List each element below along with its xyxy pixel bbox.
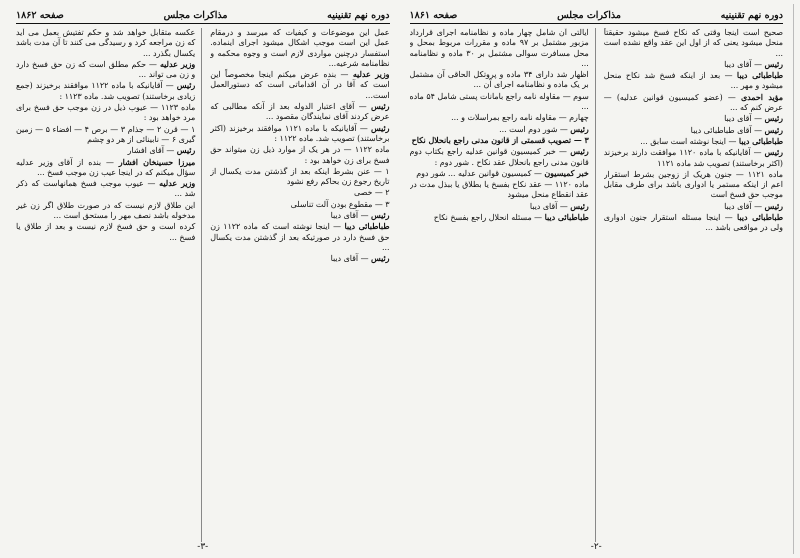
paragraph: صحیح است اینجا وقتی که نکاح فسخ میشود حقیقتاً منحل میشود یعنی که از اول این عقد واقع نشده است ... — [603, 28, 783, 58]
paragraph: ماده ۱۱۲۰ — عقد نکاح بفسخ یا بطلاق یا ببذل مدت در عقد انقطاع منحل میشود — [409, 180, 589, 200]
paragraph: رئیس — آقای افشار — [127, 146, 196, 156]
paragraph: رئیس — آقایانیکه با ماده ۱۱۲۱ موافقند برخیزند (اکثر برخاستند) تصویب شد. ماده ۱۱۲۲ : — [210, 123, 390, 143]
paragraph: ایالتی آن شامل چهار ماده و نظامنامه اجرای قرارداد مزبور مشتمل بر ۹۷ ماده و مقررات مربوط بمحل و محل مسافرت سوالی مشتمل بر ۳۰ ماده و نظامنامه ... — [409, 28, 589, 68]
left-page — [6, 4, 400, 554]
paragraph: طباطبائی دیبا — اینجا نوشته است سابق ... — [640, 136, 783, 146]
paragraph: رئیس — آقای دیبا — [330, 254, 390, 264]
paragraph: وزیر عدلیه — عیوب موجب فسخ همانهاست که ذکر شد ... — [16, 179, 196, 199]
paragraph: رئیس — آقای اعتبار الدوله بعد از آنکه مطالبی که عرض کردند آقای نمایندگان مقصود ... — [210, 102, 390, 122]
paragraph: رئیس — آقای دیبا — [724, 59, 783, 69]
paragraph: اظهار شد دارای ۳۴ ماده و پروتکل الحاقی آن مشتمل بر یک ماده و نظامنامه اجرای آن ... — [409, 70, 589, 90]
paragraph: رئیس — آقایانیکه با ماده ۱۱۲۲ موافقند برخیزند (جمع زیادی برخاستند) تصویب شد. ماده ۱۱۲۳ : — [16, 81, 196, 101]
paragraph: رئیس — آقای دیبا — [724, 114, 783, 124]
paragraph: رئیس — شور دوم است ... — [499, 124, 589, 134]
paragraph: رئیس — آقای طباطبائی دیبا — [690, 125, 783, 135]
left-header-page-number: صفحه ۱۸۶۲ — [16, 10, 64, 21]
left-page-columns — [16, 28, 390, 542]
paragraph: ماده ۱۱۲۲ — در هر یک از موارد ذیل زن میتواند حق فسخ برای زن خواهد بود : — [210, 145, 390, 165]
paragraph: رئیس — آقای دیبا — [330, 211, 390, 221]
paragraph: میرزا حسینخان افشار — بنده از آقای وزیر عدلیه سؤال میکنم که در اینجا عیب زن موجب فسخ ... — [16, 157, 196, 177]
right-page-columns — [410, 28, 784, 542]
paragraph: این طلاق لازم نیست که در صورت طلاق اگر زن غیر مدخوله باشد نصف مهر را مستحق است ... — [16, 200, 196, 221]
paragraph: ماده ۱۱۲۳ — عیوب ذیل در زن موجب حق فسخ برای مرد خواهد بود : — [16, 103, 196, 123]
right-header-page-number: صفحه ۱۸۶۱ — [409, 10, 458, 21]
paragraph: عمل این موضوعات و کیفیات که میرسد و درمقام عمل این است موجب اشکال میشود اجرای اینماده. استفسار درچنین مواردی لازم است و وجوه محکمه و نظامنامه شرعیه... — [210, 28, 390, 68]
right-header-series: دوره نهم تقنينيه — [720, 10, 783, 21]
paragraph: چهارم — مقاوله نامه راجع بمراسلات و ... — [451, 113, 589, 123]
paragraph: ۳ — تصویب قسمتی از قانون مدنی راجع بانحلال نکاح — [411, 135, 589, 145]
right-header-title: مذاكرات مجلس — [557, 10, 621, 21]
paragraph: طباطبائی دیبا — اینجا نوشته است که ماده ۱۱۲۲ زن حق فسخ دارد در صورتیکه بعد از گذشتن مدت یکسال ... — [210, 222, 390, 252]
right-page-header — [410, 10, 784, 24]
paragraph: وزیر عدلیه — بنده عرض میکنم اینجا مخصوصاً این است که آقا در آن اقداماتی است که دستورالعمل است... — [210, 70, 390, 100]
paragraph: وزیر عدلیه — حکم مطلق است که زن حق فسخ دارد و زن می تواند ... — [16, 59, 196, 80]
paragraph: کرده است و حق فسخ لازم نیست و بعد از طلاق یا فسخ ... — [16, 222, 196, 242]
left-page-column-right — [210, 28, 389, 542]
paragraph: عکسه متقابل خواهد شد و حکم تفتیش بعمل می آید که زن مراجعه کرد و رسیدگی می کنند تا آن مدت باشد یکسال بگذرد ... — [16, 28, 196, 58]
paragraph: سوم — مقاوله نامه راجع بامانات پستی شامل ۵۴ ماده ... — [409, 91, 589, 112]
left-header-series: دوره نهم تقنينيه — [327, 10, 390, 21]
right-page — [400, 4, 795, 554]
paragraph: طباطبائی دیبا — بعد از اینکه فسخ شد نکاح منحل میشود و مهر ... — [603, 71, 783, 91]
right-page-footer: -۲- — [590, 542, 602, 552]
left-page-header — [16, 10, 390, 24]
paragraph: رئیس — آقایانیکه با ماده ۱۱۲۰ موافقت دارند برخیزند (اکثر برخاستند) تصویب شد ماده ۱۱۲۱ — [603, 148, 783, 168]
right-page-column-right — [604, 28, 783, 542]
book-spread — [6, 4, 794, 554]
paragraph: ماده ۱۱۲۱ — جنون هریک از زوجین بشرط استقرار اعم از اینکه مستمر یا ادواری باشد برای طرف مقابل موجب حق فسخ است — [603, 169, 783, 200]
left-header-title: مذاكرات مجلس — [163, 10, 228, 21]
paragraph: طباطبائی دیبا — اینجا مسئله استقرار جنون ادواری ولی در مواقعی باشد ... — [603, 213, 783, 233]
right-page-column-left — [410, 28, 596, 542]
paragraph: ۱ — عنن بشرط اینکه بعد از گذشتن مدت یکسال از تاریخ رجوع زن بحاکم رفع نشود — [210, 166, 390, 187]
paragraph: رئیس — آقای دیبا — [529, 201, 589, 211]
paragraph: ۱ — قرن ۲ — جذام ۳ — برص ۴ — افضاء ۵ — زمین گیری ۶ — نابینائی از هر دو چشم — [16, 124, 196, 144]
left-page-footer: -۳- — [197, 542, 209, 552]
paragraph: رئیس — خبر کمیسیون قوانین عدلیه راجع بکتاب دوم قانون مدنی راجع بانحلال عقد نکاح . شور دوم : — [409, 147, 589, 167]
paragraph: طباطبائی دیبا — مسئله انحلال راجع بفسخ نکاح — [433, 213, 589, 223]
paragraph: خبر کمیسیون — کمیسیون قوانین عدلیه ... شور دوم — [416, 168, 589, 178]
paragraph: مؤید احمدی — (عضو کمیسیون قوانین عدلیه) — عرض کنم که ... — [603, 92, 783, 113]
left-page-column-left — [16, 28, 202, 542]
paragraph: رئیس — آقای دیبا — [724, 201, 783, 211]
paragraph: ۲ — خصی — [354, 188, 390, 198]
paragraph: ۳ — مقطوع بودن آلت تناسلی — [290, 199, 390, 209]
